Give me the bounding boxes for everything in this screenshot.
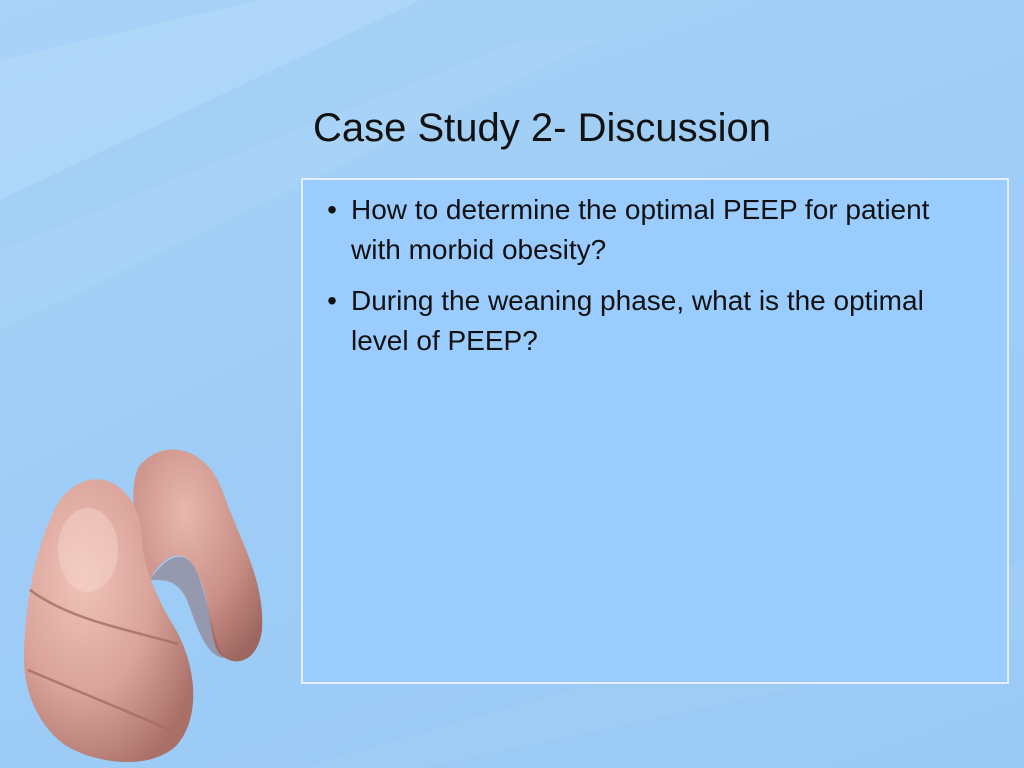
bullet-item xyxy=(313,281,977,361)
content-box xyxy=(301,178,1009,684)
bullet-text: During the weaning phase, what is the optimal level of PEEP? xyxy=(351,285,924,356)
bullet-text: How to determine the optimal PEEP for patient with morbid obesity? xyxy=(351,194,930,265)
slide-title: Case Study 2- Discussion xyxy=(313,106,771,150)
bullet-marker: • xyxy=(327,194,337,225)
lung-icon xyxy=(0,430,290,768)
bullet-marker: • xyxy=(327,285,337,316)
bullet-item xyxy=(313,190,977,270)
bullet-list xyxy=(303,180,1007,361)
